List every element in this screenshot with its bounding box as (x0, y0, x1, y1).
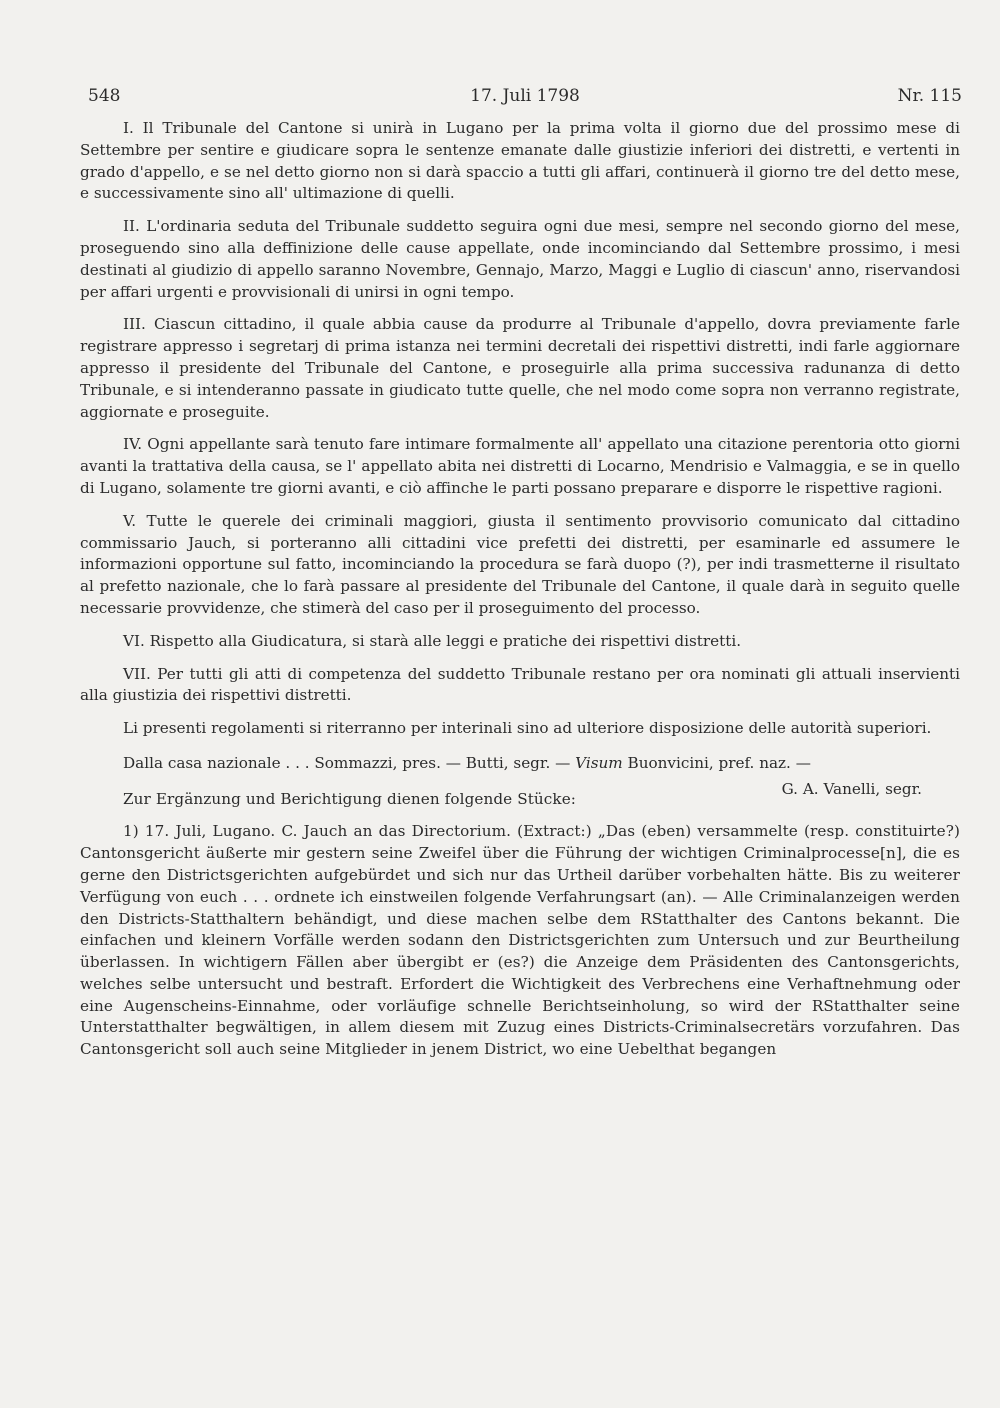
signature-secretary: G. A. Vanelli, segr. (781, 779, 922, 798)
article-3: III. Ciascun cittadino, il quale abbia cause da produrre al Tribunale d'appello, dovra previamente farle registrare appresso i segretarj di prima istanza nei termini decretali dei rispettivi distretti, indi farle aggiornare appresso il presidente del Tribunale del Cantone, e proseguirle alla prima successiva radunanza di detto Tribunale, e si intenderanno passate in giudicato tutte quelle, che nel modo come sopra non verranno registrate, aggiornate e proseguite. (80, 315, 960, 421)
article-1: I. Il Tribunale del Cantone si unirà in Lugano per la prima volta il giorno due del prossimo mese di Settembre per sentire e giudicare sopra le sentenze emanate dalle giustizie inferiori dei distretti, e vertenti in grado d'appello, e se nel detto giorno non si darà spaccio a tutti gli affari, continuerà il giorno tre del detto mese, e successivamente sino all' ultimazione di quelli. (80, 119, 960, 203)
document-body (80, 118, 960, 1061)
article-4: IV. Ogni appellante sarà tenuto fare intimare formalmente all' appellato una citazione perentoria otto giorni avanti la trattativa della causa, se l' appellato abita nei distretti di Locarno, Mendrisio e Valmaggia, e se in quello di Lugano, solamente tre giorni avanti, e ciò affinche le parti possano preparare e disporre le rispettive ragioni. (80, 435, 960, 497)
page-header (88, 86, 962, 114)
article-7: VII. Per tutti gli atti di competenza del suddetto Tribunale restano per ora nominati gli attuali inservienti alla giustizia dei rispettivi distretti. (80, 664, 960, 705)
supplement-intro: Zur Ergänzung und Berichtigung dienen folgende Stücke: (123, 789, 577, 808)
signature-prefect: Buonvicini, pref. naz. — (627, 753, 811, 772)
visum-mark: Visum (575, 753, 623, 772)
header-date: 17. Juli 1798 (470, 86, 580, 106)
article-2: II. L'ordinaria seduta del Tribunale suddetto seguira ogni due mesi, sempre nel secondo giorno del mese, proseguendo sino alla deffinizione delle cause appellate, onde incominciando dal Settembre prossimo, i mesi destinati al giudizio di appello saranno Novembre, Gennajo, Marzo, Maggi e Luglio di ciascun' anno, riservandosi per affari urgenti e provvisionali di unirsi in ogni tempo. (80, 217, 960, 301)
supplement-item-1: 1) 17. Juli, Lugano. C. Jauch an das Directorium. (Extract:) „Das (eben) versammelte (resp. constituirte?) Cantonsgericht äußerte mir gestern seine Zweifel über die Führung der wichtigen Criminalprocesse[n], die es gerne den Districtsgerichten aufgebürdet und sich nur das Urtheil darüber vorbehalten hätte. Bis zu weiterer Verfügung von euch . . . ordnete ich einstweilen folgende Verfahrungsart (an). — Alle Criminalanzeigen werden den Districts-Statthaltern behändigt, und diese machen selbe dem RStatthalter des Cantons bekannt. Die einfachen und kleinern Vorfälle werden sodann den Districtsgerichten zum Untersuch und zur Beurtheilung überlassen. In wichtigern Fällen aber übergibt er (es?) die Anzeige dem Präsidenten des Cantonsgerichts, welches selbe untersucht und bestraft. Erfordert die Wichtigkeit des Verbrechens eine Verhaftnehmung oder eine Augenscheins-Einnahme, oder vorläufige schnelle Berichtseinholung, so wird der RStatthalter seine Unterstatthalter begwältigen, in allem diesem mit Zuzug eines Districts-Criminalsecretärs vorzufahren. Das Cantonsgericht soll auch seine Mitglieder in jenem District, wo eine Uebelthat begangen (80, 822, 960, 1059)
document-number: Nr. 115 (897, 86, 962, 106)
closing-statement: Li presenti regolamenti si riterranno per interinali sino ad ulteriore disposizione delle autorità superiori. (123, 719, 932, 738)
german-supplement (80, 789, 960, 1062)
signature-names: Dalla casa nazionale . . . Sommazzi, pres. — Butti, segr. — (123, 753, 571, 772)
article-6: VI. Rispetto alla Giudicatura, si starà alle leggi e pratiche dei rispettivi distretti. (123, 631, 742, 650)
article-5: V. Tutte le querele dei criminali maggiori, giusta il sentimento provvisorio comunicato dal cittadino commissario Jauch, si porteranno alli cittadini vice prefetti dei distretti, per esaminarle ed assumere le informazioni opportune sul fatto, incominciando la procedura se farà duopo (?), per indi trasmetterne il risultato al prefetto nazionale, che lo farà passare al presidente del Tribunale del Cantone, il quale darà in seguito quelle necessarie provvidenze, che stimerà del caso per il proseguimento del processo. (80, 511, 960, 617)
signature-line (80, 753, 960, 775)
page-number: 548 (88, 86, 121, 106)
